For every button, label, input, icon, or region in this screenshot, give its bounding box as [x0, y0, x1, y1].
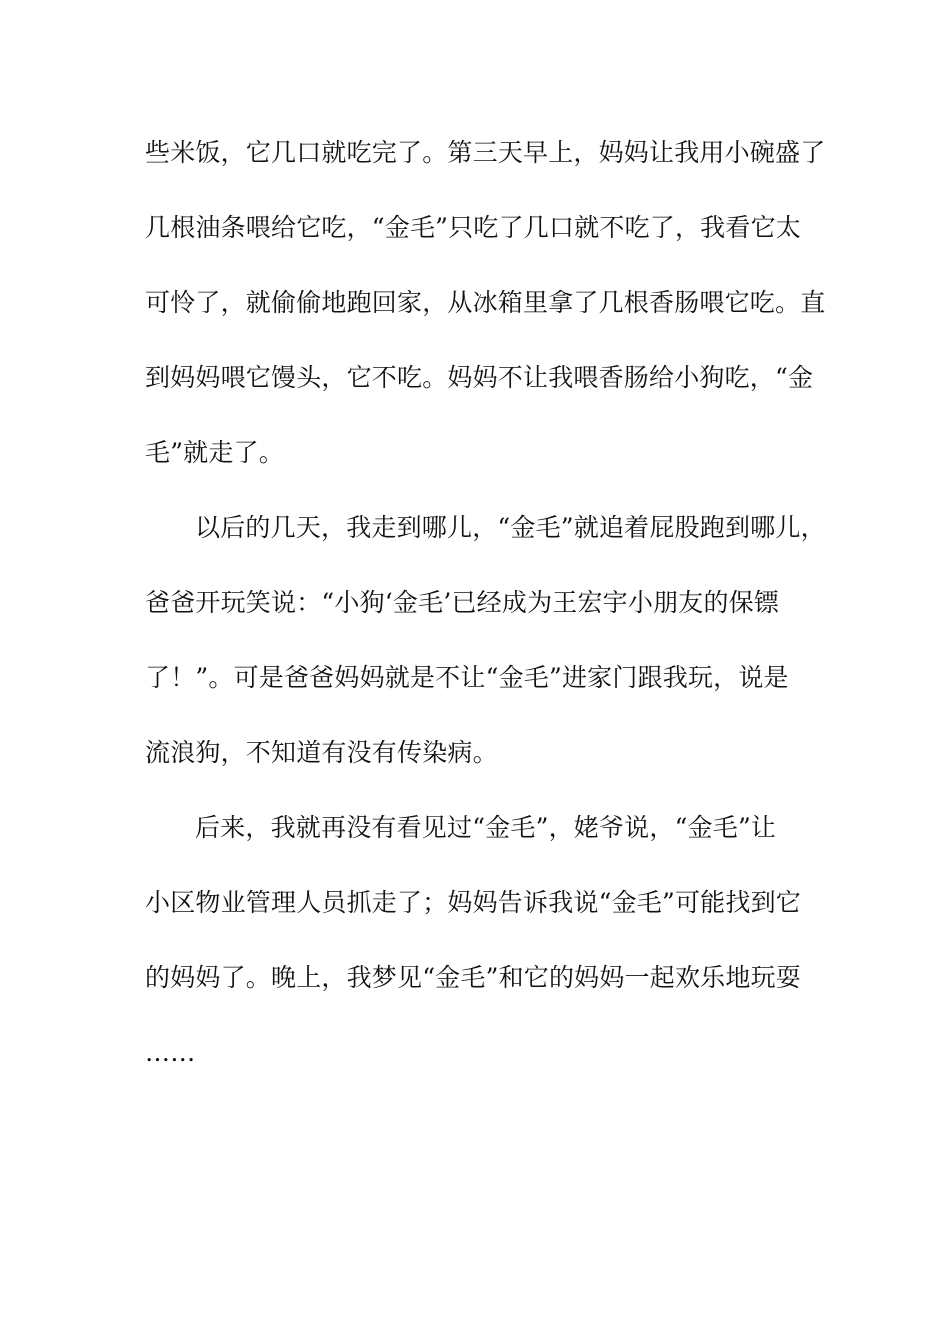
text-line: 小区物业管理人员抓走了；妈妈告诉我说“金毛”可能找到它	[145, 888, 801, 917]
text-line: 几根油条喂给它吃，“金毛”只吃了几口就不吃了，我看它太	[145, 213, 801, 242]
text-line: ……	[145, 1038, 196, 1067]
paragraph-first-line: 后来，我就再没有看见过“金毛”，姥爷说，“金毛”让	[195, 813, 777, 842]
text-line: 可怜了，就偷偷地跑回家，从冰箱里拿了几根香肠喂它吃。直	[145, 288, 826, 317]
text-line: 些米饭，它几口就吃完了。第三天早上，妈妈让我用小碗盛了	[145, 138, 826, 167]
text-line: 毛”就走了。	[145, 438, 284, 467]
text-line: 了！”。可是爸爸妈妈就是不让“金毛”进家门跟我玩，说是	[145, 663, 789, 692]
text-line: 流浪狗，不知道有没有传染病。	[145, 738, 498, 767]
document-body	[145, 128, 826, 1103]
text-line: 爸爸开玩笑说：“小狗‘金毛’已经成为王宏宇小朋友的保镖	[145, 588, 780, 617]
paragraph-first-line: 以后的几天，我走到哪儿，“金毛”就追着屁股跑到哪儿，	[195, 513, 826, 542]
text-line: 到妈妈喂它馒头，它不吃。妈妈不让我喂香肠给小狗吃，“金	[145, 363, 814, 392]
text-line: 的妈妈了。晚上，我梦见“金毛”和它的妈妈一起欢乐地玩耍	[145, 963, 801, 992]
